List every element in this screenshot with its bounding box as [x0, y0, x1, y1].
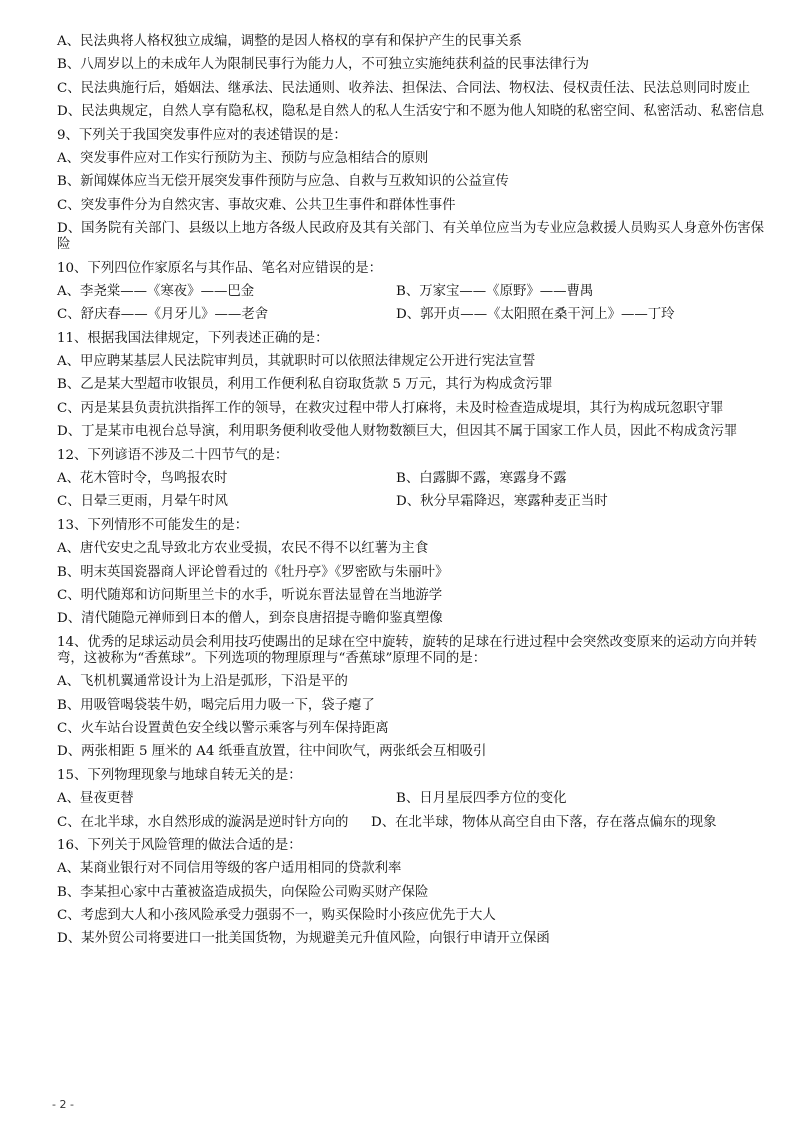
question-16: 16、下列关于风险管理的做法合适的是：: [57, 837, 302, 853]
q10-option-c: C、舒庆春——《月牙儿》——老舍: [57, 307, 269, 323]
question-15: 15、下列物理现象与地球自转无关的是：: [57, 767, 302, 783]
q14-option-d: D、两张相距 5 厘米的 A4 纸垂直放置，往中间吹气，两张纸会互相吸引: [57, 744, 487, 760]
q10-option-b: B、万家宝——《原野》——曹禺: [396, 283, 594, 299]
question-14: 14、优秀的足球运动员会利用技巧使踢出的足球在空中旋转，旋转的足球在行进过程中会突然改变原来的运动方向并转弯，这被称为“香蕉球”。下列选项的物理原理与“香蕉球”原理不同的是：: [57, 634, 757, 666]
q13-option-b: B、明末英国瓷器商人评论曾看过的《牡丹亭》《罗密欧与朱丽叶》: [57, 564, 449, 580]
q8-option-d: D、民法典规定，自然人享有隐私权，隐私是自然人的私人生活安宁和不愿为他人知晓的私密空间、私密活动、私密信息: [57, 104, 765, 120]
q8-option-c: C、民法典施行后，婚姻法、继承法、民法通则、收养法、担保法、合同法、物权法、侵权责任法、民法总则同时废止: [57, 80, 751, 96]
q8-option-b: B、八周岁以上的未成年人为限制民事行为能力人，不可独立实施纯获利益的民事法律行为: [57, 57, 590, 73]
q13-option-c: C、明代随郑和访问斯里兰卡的水手，听说东晋法显曾在当地游学: [57, 587, 443, 603]
q9-option-b: B、新闻媒体应当无偿开展突发事件预防与应急、自救与互救知识的公益宣传: [57, 174, 509, 190]
question-11: 11、根据我国法律规定，下列表述正确的是：: [57, 330, 329, 346]
q16-option-b: B、李某担心家中古董被盗造成损失，向保险公司购买财产保险: [57, 884, 429, 900]
q16-option-d: D、某外贸公司将要进口一批美国货物，为规避美元升值风险，向银行申请开立保函: [57, 931, 550, 947]
q14-option-c: C、火车站台设置黄色安全线以警示乘客与列车保持距离: [57, 720, 389, 736]
question-12: 12、下列谚语不涉及二十四节气的是：: [57, 447, 289, 463]
q13-option-a: A、唐代安史之乱导致北方农业受损，农民不得不以红薯为主食: [57, 541, 429, 557]
q12-row-2: [57, 494, 770, 510]
q11-option-c: C、丙是某县负责抗洪指挥工作的领导，在救灾过程中带人打麻将，未及时检查造成堤垻，其行为构成玩忽职守罪: [57, 400, 724, 416]
q15-row-1: [57, 791, 770, 807]
question-10: 10、下列四位作家原名与其作品、笔名对应错误的是：: [57, 260, 383, 276]
q16-option-c: C、考虑到大人和小孩风险承受力强弱不一，购买保险时小孩应优先于大人: [57, 908, 496, 924]
page-number: - 2 -: [52, 1098, 74, 1111]
q10-row-2: [57, 307, 770, 323]
q15-option-b: B、日月星辰四季方位的变化: [396, 791, 567, 807]
q12-row-1: [57, 471, 770, 487]
q11-option-b: B、乙是某大型超市收银员，利用工作便利私自窃取货款 5 万元，其行为构成贪污罪: [57, 377, 553, 393]
question-9: 9、下列关于我国突发事件应对的表述错误的是：: [57, 127, 347, 143]
document-body: [57, 34, 770, 955]
q12-option-a: A、花木管时令，鸟鸣报农时: [57, 471, 228, 487]
q10-option-a: A、李尧棠——《寒夜》——巴金: [57, 283, 255, 299]
q11-option-a: A、甲应聘某基层人民法院审判员，其就职时可以依照法律规定公开进行宪法宣誓: [57, 354, 536, 370]
q15-option-c: C、在北半球，水自然形成的漩涡是逆时针方向的: [57, 814, 349, 830]
q14-option-a: A、飞机机翼通常设计为上沿是弧形，下沿是平的: [57, 674, 348, 690]
q10-option-d: D、郭开贞——《太阳照在桑干河上》——丁玲: [396, 307, 675, 323]
q15-option-a: A、昼夜更替: [57, 791, 134, 807]
q12-option-d: D、秋分早霜降迟，寒露种麦正当时: [396, 494, 608, 510]
q13-option-d: D、清代随隐元禅师到日本的僧人，到奈良唐招提寺瞻仰鉴真塑像: [57, 611, 443, 627]
q15-option-d: D、在北半球，物体从高空自由下落，存在落点偏东的现象: [371, 814, 717, 830]
q12-option-b: B、白露脚不露，寒露身不露: [396, 471, 567, 487]
q12-option-c: C、日晕三更雨，月晕午时风: [57, 494, 228, 510]
q11-option-d: D、丁是某市电视台总导演，利用职务便利收受他人财物数额巨大，但因其不属于国家工作人员，因此不构成贪污罪: [57, 424, 738, 440]
question-13: 13、下列情形不可能发生的是：: [57, 517, 249, 533]
q9-option-c: C、突发事件分为自然灾害、事故灾难、公共卫生事件和群体性事件: [57, 197, 456, 213]
q16-option-a: A、某商业银行对不同信用等级的客户适用相同的贷款利率: [57, 861, 402, 877]
q10-row-1: [57, 284, 770, 300]
q15-row-2: [57, 815, 770, 831]
q14-option-b: B、用吸管喝袋装牛奶，喝完后用力吸一下，袋子瘪了: [57, 697, 375, 713]
q9-option-a: A、突发事件应对工作实行预防为主、预防与应急相结合的原则: [57, 150, 429, 166]
q8-option-a: A、民法典将人格权独立成编，调整的是因人格权的享有和保护产生的民事关系: [57, 34, 522, 49]
q9-option-d: D、国务院有关部门、县级以上地方各级人民政府及其有关部门、有关单位应当为专业应急救援人员购买人身意外伤害保险: [57, 221, 765, 253]
